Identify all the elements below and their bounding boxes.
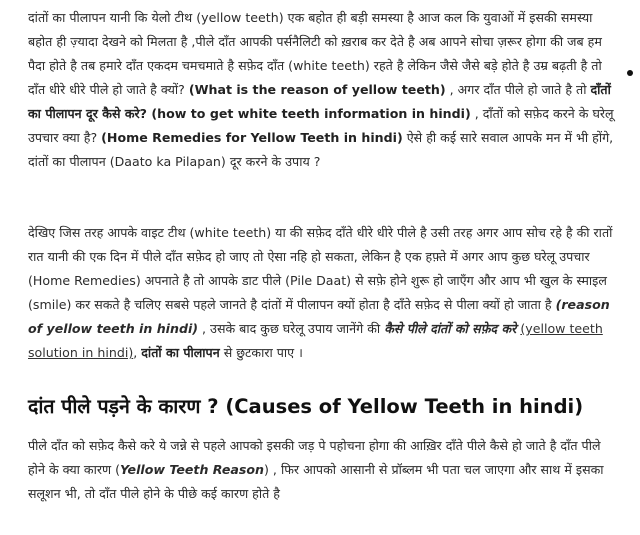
explanation-text-5: से छुटकारा पाए । [219,345,303,360]
causes-paragraph [28,434,618,506]
intro-bold-how-to: दाँतों का पीलापन दूर कैसे करे? (how to get white teeth information in hindi) [28,82,611,121]
explanation-paragraph [28,221,618,365]
intro-text-3: , दाँतों को सफ़ेद करने के घरेलू उपचार क्या है? [28,106,614,145]
explanation-bold-reason: (reason of yellow teeth in hindi) [28,297,610,336]
causes-bold-reason: Yellow Teeth Reason [120,462,265,477]
solution-link[interactable]: (yellow teeth solution in hindi) [28,321,603,360]
causes-text-1: पीले दाँत को सफ़ेद कैसे करे ये जन्ने से पहले आपको इसकी जड़ पे पहोचना होगा की आख़िर दाँते पीले कैसे हो जाते है दाँत पीले होने के क्या कारण ( [28,438,601,477]
intro-bold-reason: (What is the reason of yellow teeth) [188,82,446,97]
list-bullet [627,70,633,76]
causes-text-2: ) , फिर आपको आसानी से प्रॉब्लम भी पता चल जाएगा और साथ में इसका सलूशन भी, तो दाँत पीले होने के पीछे कई कारण होते है [28,462,604,501]
explanation-text-2: , उसके बाद कुछ घरेलू उपाय जानेंगे की [198,321,385,336]
intro-text-2: , अगर दाँत पीले हो जाते है तो [445,82,591,97]
explanation-bold-how: कैसे पीले दांतों को सफ़ेद करे [384,321,517,336]
article-content [28,6,618,506]
intro-text-4: ऐसे ही कई सारे सवाल आपके मन में भी होंगे, दांतों का पीलापन (Daato ka Pilapan) दूर करने के उपाय ? [28,130,614,169]
intro-bold-home-remedies: (Home Remedies for Yellow Teeth in hindi) [101,130,403,145]
explanation-bold-pilapan: दांतों का पीलापन [141,345,220,360]
intro-paragraph [28,6,618,174]
section-heading-causes: दांत पीले पड़ने के कारण ? (Causes of Yellow Teeth in hindi) [28,395,584,418]
explanation-text-1: देखिए जिस तरह आपके वाइट टीथ (white teeth) या की सफ़ेद दाँते धीरे धीरे पीले है उसी तरह अगर आप सोच रहे है की रातों रात यानी की एक दिन में पीले दाँत सफ़ेद हो जाए तो ऐसा नहि हो सकता, लेकिन है एक हफ़्ते में अगर आप कुछ घरेलू उपचार (Home Remedies) अपनाते है तो आपके डाट पीले (Pile Daat) से सफ़े होने शुरू हो जाएँग और आप भी खुल के स्माइल (smile) कर सकते है चलिए सबसे पहले जानते है दांतों में पीलापन क्यों होता है दाँते सफ़ेद से पीला क्यों हो जाता है [28,225,613,312]
explanation-text-4: , [133,345,142,360]
intro-text-1: दांतों का पीलापन यानी कि येलो टीथ (yellow teeth) एक बहोत ही बड़ी समस्या है आज कल कि युवाओं में इसकी समस्या बहोत ही ज़्यादा देखने को मिलता है ,पीले दाँत आपकी पर्सनैलिटी को ख़राब कर देते है अब आपने सोचा ज़रूर होगा की जब हम पैदा होते है तब हमारे दाँत एकदम चमचमाते है सफ़ेद दाँत (white teeth) रहते है लेकिन जैसे जैसे बड़े होते है उम्र बढ़ती है तो दाँत धीरे धीरे पीले हो जाते है क्यों? [28,10,602,97]
